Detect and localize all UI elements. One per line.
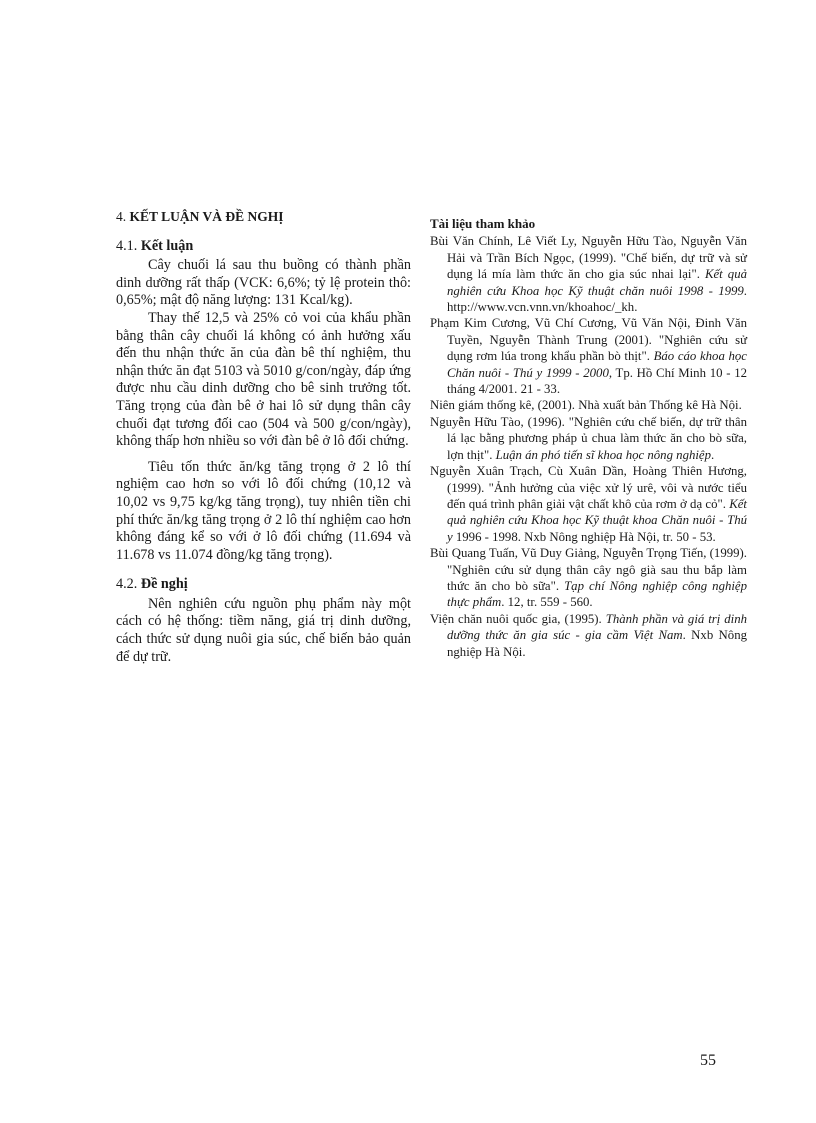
reference-item: Niên giám thống kê, (2001). Nhà xuất bản Thống kê Hà Nội. xyxy=(430,398,742,413)
subsection-number: 4.2. xyxy=(116,576,138,593)
page-number: 55 xyxy=(700,1052,716,1069)
reference-item: Nguyễn Xuân Trạch, Cù Xuân Dần, Hoàng Thiên Hương, (1999). "Ảnh hưởng của việc xử lý urê, vôi và nước tiểu đến quá trình phân giải vật chất khô của rơm ở dạ cỏ". Kết quả nghiên cứu Khoa học Kỹ thuật khoa Chăn nuôi - Thú y 1996 - 1998. Nxb Nông nghiệp Hà Nội, tr. 50 - 53. xyxy=(430,464,747,544)
reference-item: Nguyễn Hữu Tào, (1996). "Nghiên cứu chế biến, dự trữ thân lá lạc bằng phương pháp ủ chua làm thức ăn cho bò sữa, lợn thịt". Luận án phó tiến sĩ khoa học nông nghiệp. xyxy=(430,414,747,462)
subsection-number: 4.1. xyxy=(116,237,138,254)
subsection-title: Kết luận xyxy=(140,237,194,254)
reference-item: Bùi Văn Chính, Lê Viết Ly, Nguyễn Hữu Tào, Nguyễn Văn Hải và Trần Bích Ngọc, (1999). "Chế biến, dự trữ và sử dụng lá mía làm thức ăn cho gia súc nhai lại". Kết quả nghiên cứu Khoa học Kỹ thuật chăn nuôi 1998 - 1999. http://www.vcn.vnn.vn/khoahoc/_kh. xyxy=(430,234,747,315)
section-number: 4. xyxy=(116,209,127,224)
left-column xyxy=(116,208,411,666)
reference-item: Viện chăn nuôi quốc gia, (1995). Thành phần và giá trị dinh dưỡng thức ăn gia súc - gia cầm Việt Nam. Nxb Nông nghiệp Hà Nội. xyxy=(430,611,747,659)
recommendation-paragraph: Nên nghiên cứu nguồn phụ phẩm này một cách có hệ thống: tiềm năng, giá trị dinh dưỡng, cách thức sử dụng nuôi gia súc, chế biến bảo quản để dự trữ. xyxy=(116,595,411,665)
section-title: KẾT LUẬN VÀ ĐỀ NGHỊ xyxy=(129,209,284,224)
reference-item: Phạm Kim Cương, Vũ Chí Cương, Vũ Văn Nội, Đinh Văn Tuyền, Nguyễn Thành Trung (2001). "Nghiên cứu sử dụng rơm lúa trong khẩu phần bò thịt". Báo cáo khoa học Chăn nuôi - Thú y 1999 - 2000, Tp. Hồ Chí Minh 10 - 12 tháng 4/2001. 21 - 33. xyxy=(430,316,747,397)
subsection-heading-recommendation xyxy=(116,576,411,594)
references-column xyxy=(430,216,747,660)
subsection-title: Đề nghị xyxy=(140,576,188,593)
reference-item: Bùi Quang Tuấn, Vũ Duy Giảng, Nguyễn Trọng Tiến, (1999). "Nghiên cứu sử dụng thân cây ngô già sau thu bắp làm thức ăn cho bò sữa". Tạp chí Nông nghiệp công nghiệp thực phẩm. 12, tr. 559 - 560. xyxy=(430,546,747,610)
conclusion-paragraph-3: Tiêu tốn thức ăn/kg tăng trọng ở 2 lô thí nghiệm cao hơn so với lô đối chứng (10,12 và 10,02 vs 9,75 kg/kg tăng trọng), tuy nhiên tiền chi phí thức ăn/kg tăng trọng ở 2 lô thí nghiệm cao hơn không đáng kể so với ở lô đối chứng (11.694 và 11.678 vs 11.074 đồng/kg tăng trọng). xyxy=(116,458,411,563)
subsection-heading-conclusion xyxy=(116,238,411,256)
references-heading: Tài liệu tham khảo xyxy=(430,216,536,231)
section-heading xyxy=(116,208,411,226)
conclusion-paragraph-1: Cây chuối lá sau thu buồng có thành phần dinh dưỡng rất thấp (VCK: 6,6%; tỷ lệ protein thô: 0,65%; mật độ năng lượng: 131 Kcal/kg). xyxy=(116,257,411,309)
conclusion-paragraph-2: Thay thế 12,5 và 25% cỏ voi của khẩu phần bằng thân cây chuối lá không có ảnh hưởng xấu đến thu nhận thức ăn của đàn bê thí nghiệm, thu nhận thức ăn đạt 5103 và 5010 g/con/ngày, đáp ứng được nhu cầu dinh dưỡng cho bê sinh trưởng tốt. Tăng trọng của đàn bê ở hai lô sử dụng thân cây chuối đạt tương đối cao (504 và 500 g/con/ngày), không thấp hơn nhiều so với đàn bê ở lô đối chứng. xyxy=(116,309,411,450)
